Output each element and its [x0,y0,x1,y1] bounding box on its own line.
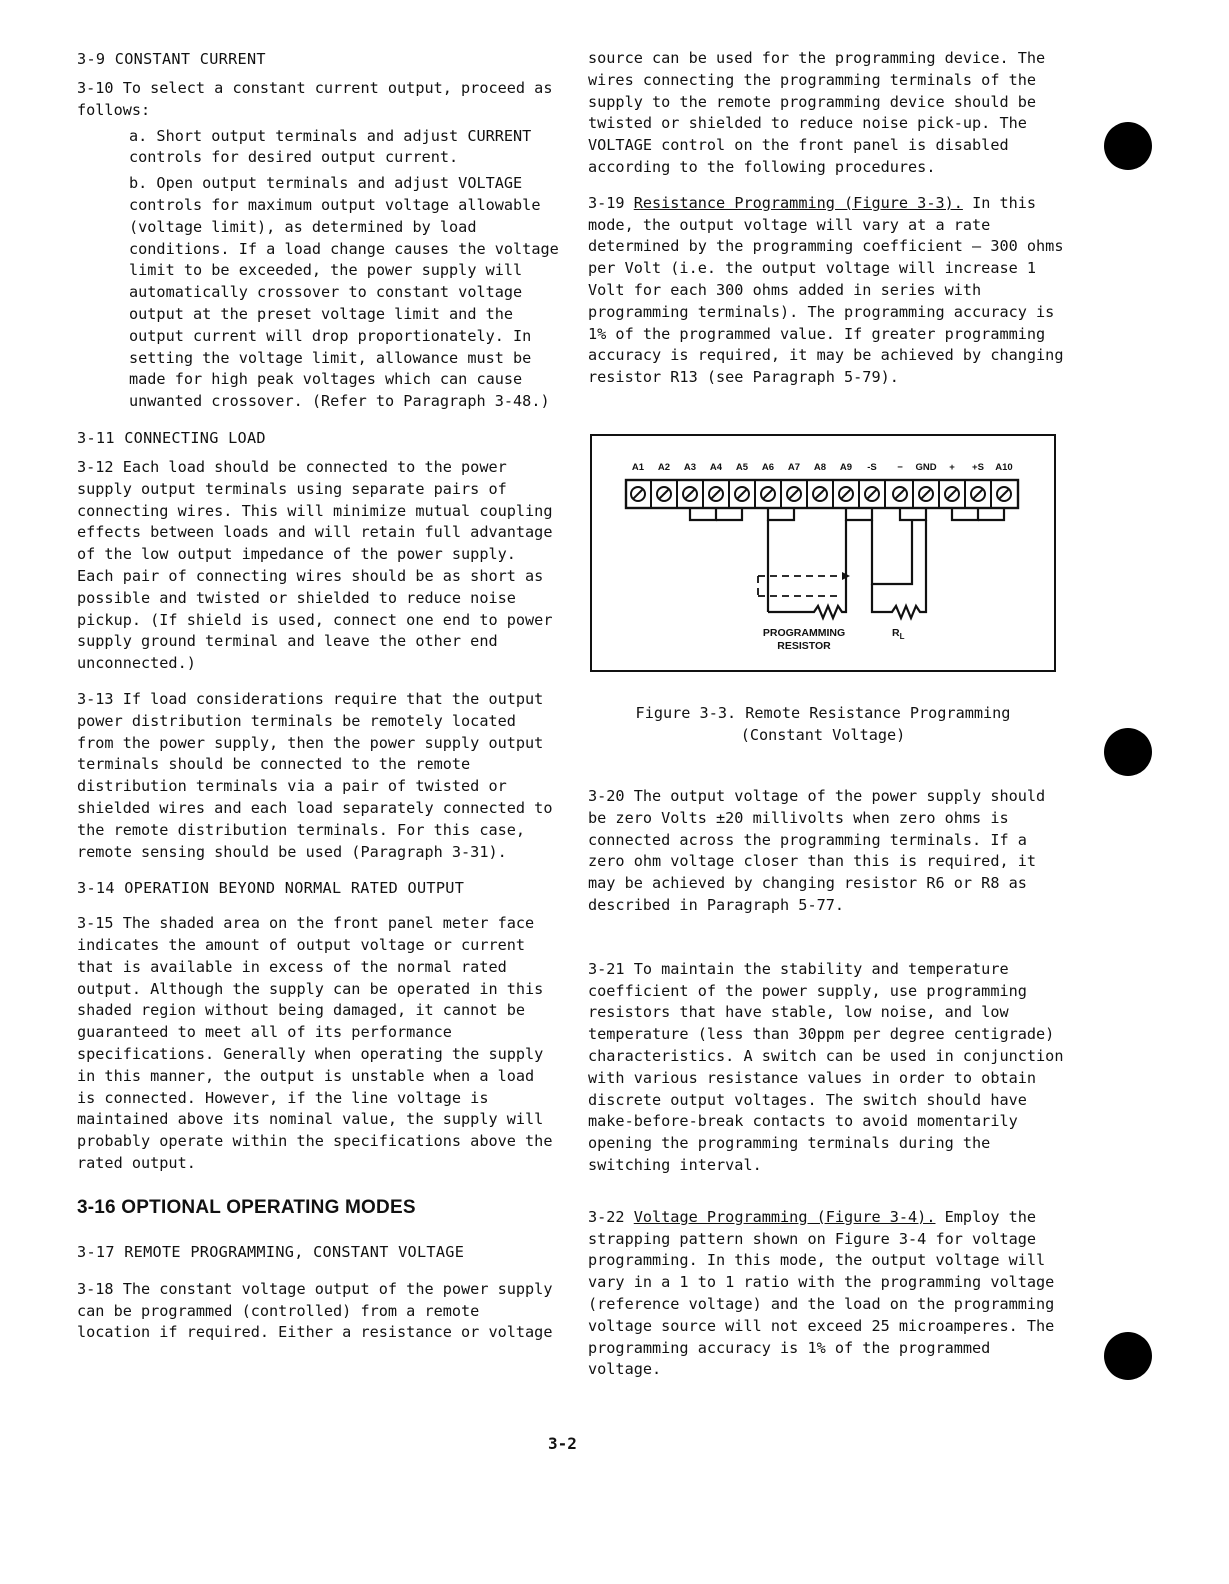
terminal-label: A9 [839,462,853,473]
paragraph-3-18-continued: source can be used for the programming device. The wires connecting the programming terminals of the supply to the remote programming device should be twisted or shielded to reduce noise pick-up. The VOLTAGE control on the front panel is disabled according to the following procedures. [588,49,1055,176]
terminal-label: − [897,462,903,473]
figure-caption-line2: (Constant Voltage) [740,726,906,744]
paragraph-3-21: 3-21 To maintain the stability and temperature coefficient of the power supply, use programming resistors that have stable, low noise, and low temperature (less than 30ppm per degree centigrade) characteristics. A switch can be used in conjunction with various resistance values in order to obtain discrete output voltages. The switch should have make-before-break contacts to avoid momentarily opening the programming terminals during the switching interval. [588,959,1073,1174]
paragraph-3-10-a: a. Short output terminals and adjust CURRENT controls for desired output current. [129,126,541,167]
paragraph-3-22-body: Employ the strapping pattern shown on Figure 3-4 for voltage programming. In this mode, the output voltage will vary in a 1 to 1 ratio with the programming voltage (reference voltage) and the load on the programming voltage source will not exceed 25 microamperes. The programming accuracy is 1% of the programmed voltage. [588,1207,1064,1379]
section-heading-3-16: 3-16 OPTIONAL OPERATING MODES [77,1196,416,1218]
terminal-screws [631,480,1011,508]
paragraph-3-15: 3-15 The shaded area on the front panel meter face indicates the amount of output voltage or current that is available in excess of the normal rated output. Although the supply can be operated in this shaded region without being damaged, it cannot be guaranteed to meet all of its performance specifications. Generally when operating the supply in this manner, the output is unstable when a load is connected. However, if the line voltage is maintained above its nominal value, the supply will probably operate within the specifications above the rated output. [77,914,562,1173]
terminal-label: A4 [709,462,723,473]
figure-3-3-diagram [590,434,1056,672]
paragraph-3-22 [588,1207,1070,1381]
heading-3-9: 3-9 CONSTANT CURRENT [77,50,266,68]
paragraph-3-10-b: b. Open output terminals and adjust VOLTAGE controls for maximum output voltage allowable (voltage limit), as determined by load conditions. If a load change causes the voltage limit to be exceeded, the power supply will automatically crossover to constant voltage output at the preset voltage limit and the output current will drop proportionately. In setting the voltage limit, allowance must be made for high peak voltages which can cause unwanted crossover. (Refer to Paragraph 3-48.) [129,174,568,411]
paragraph-3-19-number: 3-19 [588,193,625,212]
terminal-label: A7 [787,462,801,473]
heading-3-11: 3-11 CONNECTING LOAD [77,428,266,447]
paragraph-3-18: 3-18 The constant voltage output of the power supply can be programmed (controlled) from a remote location if required. Either a resistance or voltage [77,1279,562,1342]
paragraph-3-19-body: In this mode, the output voltage will vary at a rate determined by the programming coefficient — 300 ohms per Volt (i.e. the output voltage will increase 1 Volt for each 300 ohms added in series with programming terminals). The programming accuracy is 1% of the programmed value. If greater programming accuracy is required, it may be achieved by changing resistor R13 (see Paragraph 5-79). [588,193,1073,387]
paragraph-3-22-title: Voltage Programming (Figure 3-4). [633,1207,936,1226]
paragraph-3-19 [588,193,1073,389]
figure-3-3-caption [590,702,1056,746]
programming-resistor-label-line2: RESISTOR [777,640,831,652]
terminal-label: A8 [813,462,827,473]
heading-3-14: 3-14 OPERATION BEYOND NORMAL RATED OUTPUT [77,879,465,898]
programming-resistor-label-line1: PROGRAMMING [762,627,846,639]
terminal-label: -S [867,462,877,473]
terminal-labels [632,462,1013,473]
wiper-dashed-lines [758,576,842,596]
load-resistor-label-sub: L [899,632,905,641]
paragraph-3-22-number: 3-22 [588,1207,625,1226]
left-column [77,48,568,1358]
right-column-upper [588,48,1073,403]
terminal-label: A3 [683,462,697,473]
paragraph-3-19-title: Resistance Programming (Figure 3-3). [633,193,963,212]
load-resistor-label-main: R [892,627,900,639]
programming-resistor-wiring [768,520,926,618]
jumper-straps [690,508,1004,520]
terminal-label: A1 [631,462,645,473]
terminal-label: A10 [995,462,1013,473]
terminal-label: A2 [657,462,671,473]
binder-hole-top [1104,122,1152,170]
terminal-label: +S [972,462,984,473]
paragraph-3-20: 3-20 The output voltage of the power supply should be zero Volts ±20 millivolts when zero ohms is connected across the programming terminals. If a zero ohm voltage closer than this is required, it may be achieved by changing resistor R6 or R8 as described in Paragraph 5-77. [588,787,1055,914]
binder-hole-bottom [1104,1332,1152,1380]
binder-hole-middle [1104,728,1152,776]
paragraph-3-12: 3-12 Each load should be connected to the power supply output terminals using separate pairs of connecting wires. This will minimize mutual coupling effects between loads and will retain full advantage of the low output impedance of the power supply. Each pair of connecting wires should be as short as possible and twisted or shielded to reduce noise pickup. (If shield is used, connect one end to power supply ground terminal and leave the other end unconnected.) [77,457,562,673]
terminal-label: GND [915,462,937,473]
terminal-label: A6 [761,462,775,473]
page-number: 3-2 [548,1434,577,1453]
terminal-label: A5 [735,462,749,473]
load-resistor-label [892,627,905,641]
paragraph-3-13: 3-13 If load considerations require that the output power distribution terminals be remotely located from the power supply, then the power supply output terminals should be connected to the remote distribution terminals via a pair of twisted or shielded wires and each load separately connected to the remote distribution terminals. For this case, remote sensing should be used (Paragraph 3-31). [77,689,562,861]
paragraph-3-10-intro: 3-10 To select a constant current output, proceed as follows: [77,79,562,119]
terminal-strip-diagram [592,436,1054,670]
terminal-label: + [949,462,955,473]
right-column-lower [588,786,1073,1395]
figure-caption-line1: Figure 3-3. Remote Resistance Programming [635,704,1011,722]
heading-3-17: 3-17 REMOTE PROGRAMMING, CONSTANT VOLTAGE [77,1242,465,1261]
